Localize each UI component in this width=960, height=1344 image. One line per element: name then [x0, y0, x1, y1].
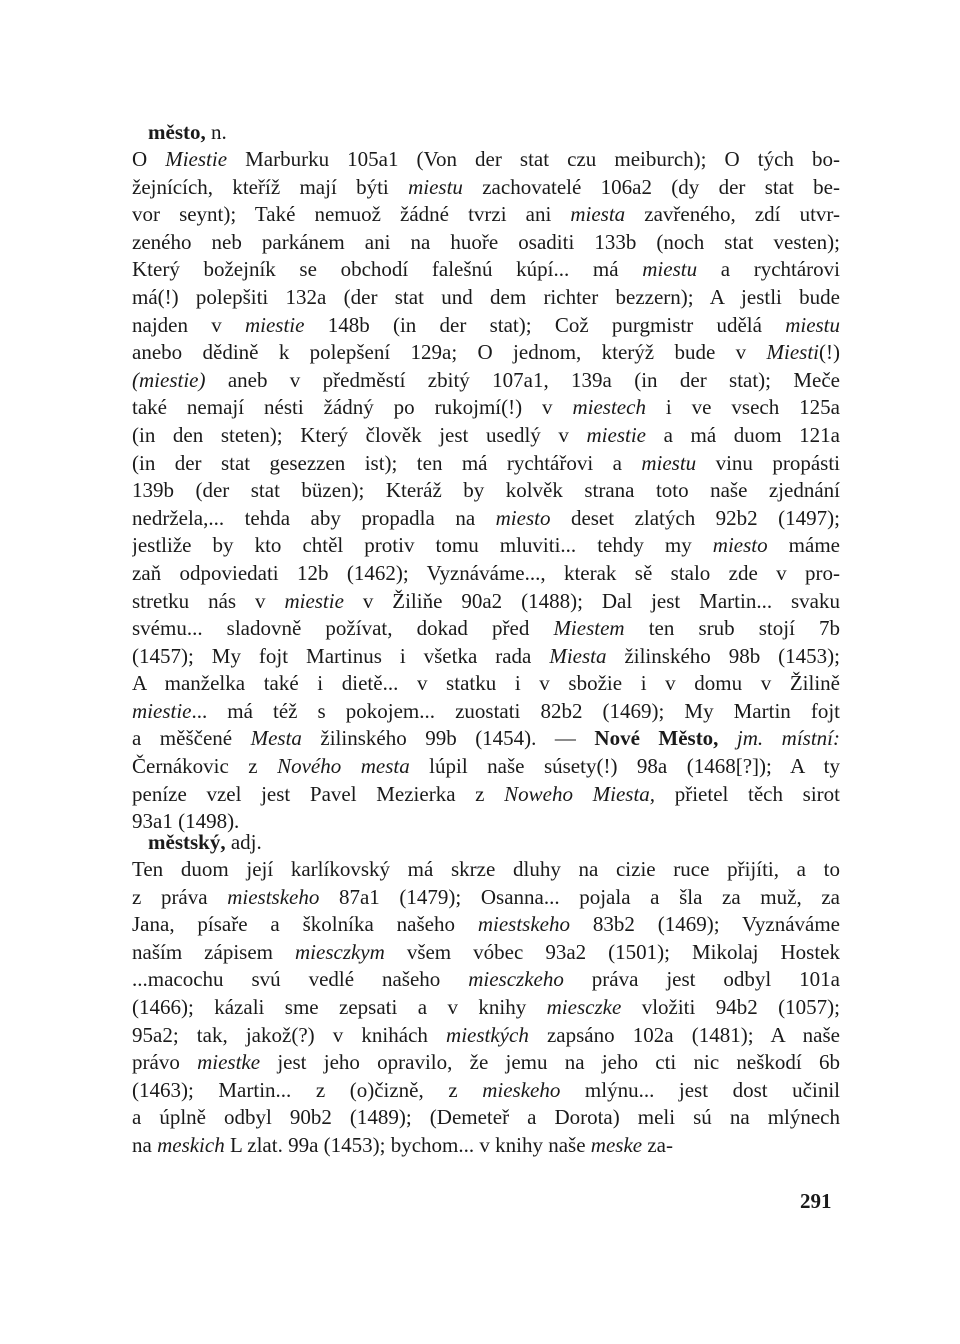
italic-term: (miestie) — [132, 367, 206, 392]
text-line — [132, 339, 840, 367]
text-line — [132, 643, 840, 671]
text-run: právo — [132, 1050, 198, 1075]
text-run: lúpil naše súsety(!) 98a (1468[?]); A ty — [409, 754, 840, 779]
italic-term: Miesti — [766, 340, 820, 365]
text-line — [132, 367, 840, 395]
text-run — [718, 726, 736, 750]
text-line — [132, 229, 840, 257]
text-run: O — [132, 147, 166, 171]
text-line — [132, 532, 840, 560]
italic-term: Miesta — [549, 643, 607, 668]
italic-term: miestu — [641, 450, 697, 475]
text-run: 83b2 (1469); Vyznáváme — [570, 912, 840, 937]
italic-term: miestu — [642, 257, 698, 282]
italic-term: Miestem — [553, 616, 625, 641]
italic-term: mieskeho — [482, 1077, 561, 1102]
text-run: naším zápisem — [132, 939, 295, 964]
text-line — [132, 450, 840, 478]
italic-term: meske — [590, 1132, 643, 1157]
text-run: 148b (in der stat); Což purgmistr udělá — [304, 312, 786, 337]
italic-term: Nového mesta — [277, 754, 410, 779]
text-run: a má duom 121a — [645, 422, 840, 447]
italic-term: miesczkym — [295, 939, 385, 964]
text-run: má(!) polepšiti 132a (der stat und dem richter bezzern); A jestli bude — [132, 284, 840, 309]
text-run: vinu propásti — [696, 450, 840, 475]
text-run: svému... sladovně požívat, dokad před — [132, 616, 554, 641]
text-line — [132, 505, 840, 533]
entry-body — [132, 146, 840, 836]
text-line — [132, 588, 840, 616]
text-run: zachovatelé 106a2 (dy der stat be- — [462, 174, 840, 199]
text-run: jestliže by kto chtěl protiv tomu mluviti... tehdy my — [132, 533, 713, 558]
text-run: zeného neb parkánem ani na huoře osaditi 133b (noch stat vesten); — [132, 229, 840, 254]
italic-term: miesczkeho — [468, 967, 564, 992]
text-run: Jana, písaře a školníka našeho — [132, 912, 478, 937]
italic-term: miestie — [586, 422, 646, 447]
text-run: máme — [767, 533, 840, 558]
text-run: zavřeného, zdí utvr- — [625, 202, 840, 227]
text-run: ten srub stojí 7b — [624, 616, 840, 641]
text-run: (1457); My fojt Martinus i všetka rada — [132, 643, 550, 668]
text-run: práva jest odbyl 101a — [563, 967, 840, 992]
text-line — [132, 939, 840, 967]
entry-mestsky — [132, 828, 840, 1160]
text-run: vor seynt); Také nemuož žádné tvrzi ani — [132, 202, 571, 227]
italic-term: miestech — [572, 395, 646, 420]
italic-term: miesto — [712, 533, 768, 558]
text-run: (!) — [819, 340, 840, 365]
italic-term: Noweho Miesta, — [504, 781, 656, 806]
text-run: L zlat. 99a (1453); bychom... v knihy naše — [224, 1132, 591, 1157]
text-run: 139b (der stat büzen); Kteráž by kolvěk strana toto naše zjednání — [132, 478, 840, 503]
text-run: zapsáno 102a (1481); A naše — [528, 1022, 840, 1047]
text-line — [132, 560, 840, 588]
text-run: (in den steten); Který člověk jest usedlý v — [132, 422, 587, 447]
text-run: ...macochu svú vedlé našeho — [132, 967, 469, 992]
text-line — [132, 884, 840, 912]
text-line — [132, 422, 840, 450]
text-line — [132, 856, 840, 884]
text-line — [132, 615, 840, 643]
italic-term: miesto — [495, 505, 551, 530]
text-run: (1466); kázali sme zepsati a v knihy — [132, 994, 547, 1019]
text-run: Ten duom její karlíkovský má skrze dluhy na cizie ruce přijíti, a to — [132, 857, 840, 881]
text-run: (1463); Martin... z (o)čizně, z — [132, 1077, 483, 1102]
text-line — [132, 1104, 840, 1132]
text-line — [132, 753, 840, 781]
text-run: a úplně odbyl 90b2 (1489); (Demeteř a Dorota) meli sú na mlýnech — [132, 1105, 840, 1130]
text-line — [132, 394, 840, 422]
text-line — [132, 256, 840, 284]
text-run: Který božejník se obchodí falešnú kúpí... má — [132, 257, 643, 282]
text-run: z práva — [132, 884, 228, 909]
text-run: (in der stat gesezzen ist); ten má rychtářovi a — [132, 450, 642, 475]
italic-term: miestskeho — [477, 912, 570, 937]
text-run: v Žiliňe 90a2 (1488); Dal jest Martin... svaku — [343, 588, 840, 613]
part-of-speech: adj. — [230, 830, 262, 854]
text-line — [132, 1049, 840, 1077]
text-run: najden v — [132, 312, 245, 337]
text-line — [132, 781, 840, 809]
text-line — [132, 312, 840, 340]
text-line — [132, 670, 840, 698]
text-run: za- — [642, 1132, 673, 1157]
text-line — [132, 966, 840, 994]
text-run: mlýnu... jest dost učinil — [560, 1077, 840, 1102]
text-line — [132, 1132, 840, 1160]
text-run: na — [132, 1132, 158, 1157]
part-of-speech: n. — [210, 120, 227, 144]
text-line — [132, 1022, 840, 1050]
entry-body — [132, 856, 840, 1160]
italic-term: miestie — [284, 588, 344, 613]
text-line — [132, 911, 840, 939]
text-line — [132, 725, 840, 753]
headword: město, — [148, 120, 206, 144]
text-run: Černákovic z — [132, 754, 278, 779]
text-run: také nemají nésti žádný po rukojmí(!) v — [132, 395, 573, 420]
text-line — [132, 477, 840, 505]
bold-term: Nové Město, — [594, 726, 719, 751]
text-run: všem vóbec 93a2 (1501); Mikolaj Hostek — [384, 939, 840, 964]
italic-term: miestie — [132, 698, 192, 723]
text-run: Marburku 105a1 (Von der stat czu meiburch); O tých bo- — [227, 147, 840, 171]
text-run: žilinského 98b (1453); — [606, 643, 840, 668]
text-run: i ve vsech 125a — [645, 395, 840, 420]
text-run: jest jeho opravilo, že jemu na jeho cti nic neškodí 6b — [260, 1050, 840, 1075]
text-line — [132, 146, 840, 174]
italic-term: miestke — [197, 1050, 261, 1075]
text-run: žilinského 99b (1454). — — [301, 726, 595, 751]
italic-term: Mesta — [250, 726, 302, 751]
text-line — [132, 284, 840, 312]
headword: městský, — [148, 830, 226, 854]
text-run: 95a2; tak, jakož(?) v knihách — [132, 1022, 447, 1047]
italic-term: miestie — [244, 312, 305, 337]
text-run: anebo dědině k polepšení 129a; O jednom, kterýž bude v — [132, 340, 767, 365]
text-run: žejnících, kteříž mají býti — [132, 174, 409, 199]
text-line — [132, 174, 840, 202]
italic-term: miesczke — [546, 994, 622, 1019]
text-run: deset zlatých 92b2 (1497); — [550, 505, 840, 530]
text-run: peníze vzel jest Pavel Mezierka z — [132, 781, 505, 806]
text-line — [132, 1077, 840, 1105]
text-run: A manželka také i dietě... v statku i v sbožie i v domu v Žilině — [132, 671, 840, 696]
text-line — [132, 698, 840, 726]
text-run: zaň odpoviedati 12b (1462); Vyznáváme..., kterak sě stalo zde v pro- — [132, 560, 840, 585]
italic-term: jm. místní: — [736, 726, 840, 751]
text-line — [132, 201, 840, 229]
text-run: ... má též s pokojem... zuostati 82b2 (1469); My Martin fojt — [191, 698, 840, 723]
text-run: vložiti 94b2 (1057); — [621, 994, 840, 1019]
entry-heading — [148, 118, 840, 146]
text-run: a měščené — [132, 726, 251, 751]
text-run: přietel těch sirot — [655, 781, 840, 806]
entry-mesto — [132, 118, 840, 836]
italic-term: miesta — [570, 202, 626, 227]
italic-term: miestu — [408, 174, 463, 199]
text-run: nedržela,... tehda aby propadla na — [132, 505, 496, 530]
italic-term: miestu — [785, 312, 840, 337]
text-run: stretku nás v — [132, 588, 285, 613]
text-run: aneb v předměstí zbitý 107a1, 139a (in der stat); Meče — [205, 367, 840, 392]
text-run: 87a1 (1479); Osanna... pojala a šla za muž, za — [319, 884, 840, 909]
text-run: a rychtárovi — [697, 257, 840, 282]
italic-term: Miestie — [165, 147, 228, 171]
text-run: 93a1 (1498). — [132, 809, 240, 834]
italic-term: miestskeho — [227, 884, 320, 909]
italic-term: miestkých — [446, 1022, 529, 1047]
italic-term: meskich — [157, 1132, 225, 1157]
page-number: 291 — [800, 1189, 832, 1213]
text-line — [132, 994, 840, 1022]
entry-heading — [148, 828, 840, 856]
